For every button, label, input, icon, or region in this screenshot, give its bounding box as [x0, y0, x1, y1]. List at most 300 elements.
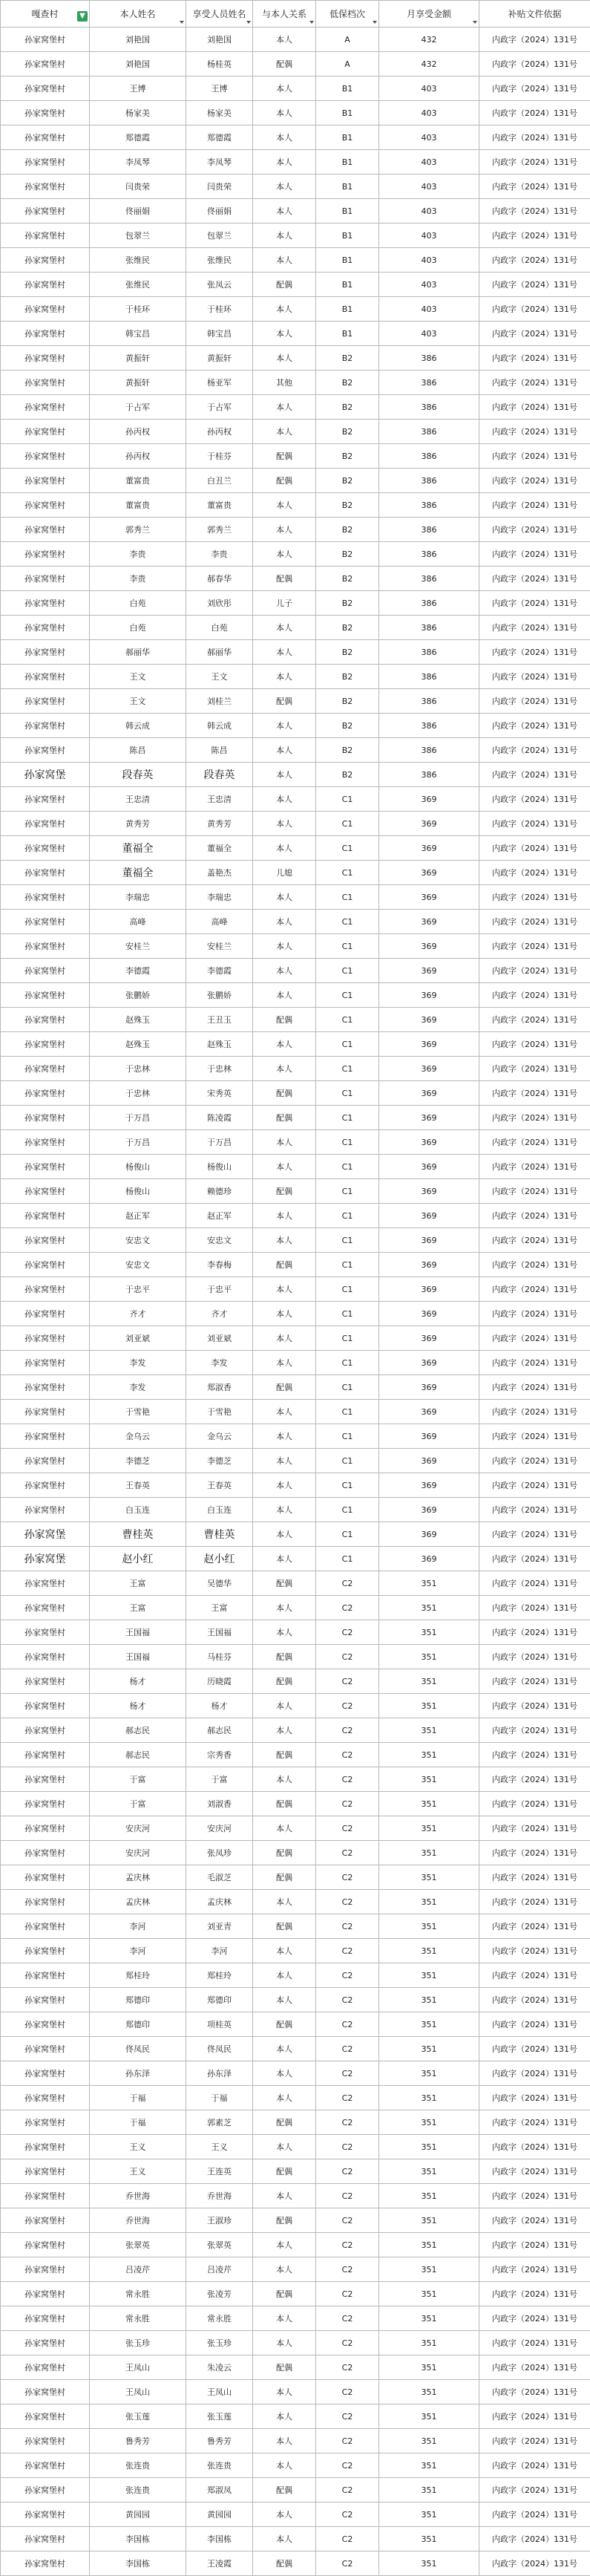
cell-recipient[interactable]: 刘艳国	[186, 27, 253, 52]
cell-amount[interactable]: 386	[379, 640, 479, 665]
cell-recipient[interactable]: 李德霞	[186, 959, 253, 983]
cell-document[interactable]: 内政字（2024）131号	[479, 1914, 590, 1939]
cell-name[interactable]: 王忠清	[90, 787, 186, 812]
cell-amount[interactable]: 351	[379, 1914, 479, 1939]
cell-name[interactable]: 韩云成	[90, 714, 186, 738]
cell-recipient[interactable]: 王国福	[186, 1620, 253, 1645]
cell-village[interactable]: 孙家窝堡村	[1, 1326, 90, 1351]
table-row[interactable]	[1, 322, 590, 346]
cell-amount[interactable]: 369	[379, 1449, 479, 1473]
cell-recipient[interactable]: 高峰	[186, 910, 253, 934]
cell-recipient[interactable]: 郭秀兰	[186, 518, 253, 542]
cell-recipient[interactable]: 于万昌	[186, 1130, 253, 1155]
cell-name[interactable]: 郑德印	[90, 1988, 186, 2012]
cell-level[interactable]: B2	[316, 395, 379, 420]
cell-relation[interactable]: 本人	[253, 76, 316, 101]
cell-document[interactable]: 内政字（2024）131号	[479, 199, 590, 224]
cell-document[interactable]: 内政字（2024）131号	[479, 1890, 590, 1914]
table-row[interactable]	[1, 1694, 590, 1718]
cell-relation[interactable]: 配偶	[253, 444, 316, 469]
cell-recipient[interactable]: 于富	[186, 1767, 253, 1792]
cell-name[interactable]: 高峰	[90, 910, 186, 934]
cell-village[interactable]: 孙家窝堡村	[1, 1253, 90, 1277]
cell-document[interactable]: 内政字（2024）131号	[479, 1400, 590, 1424]
cell-relation[interactable]: 本人	[253, 2135, 316, 2159]
cell-level[interactable]: C2	[316, 1596, 379, 1620]
cell-relation[interactable]: 本人	[253, 738, 316, 763]
cell-document[interactable]: 内政字（2024）131号	[479, 273, 590, 297]
table-row[interactable]	[1, 910, 590, 934]
cell-level[interactable]: C2	[316, 2306, 379, 2331]
cell-relation[interactable]: 本人	[253, 787, 316, 812]
cell-recipient[interactable]: 白玉连	[186, 1498, 253, 1522]
cell-name[interactable]: 安庆河	[90, 1816, 186, 1841]
cell-amount[interactable]: 351	[379, 1694, 479, 1718]
header-village[interactable]	[1, 1, 90, 27]
cell-recipient[interactable]: 历晓霞	[186, 1669, 253, 1694]
cell-village[interactable]: 孙家窝堡村	[1, 1057, 90, 1081]
cell-village[interactable]: 孙家窝堡	[1, 1522, 90, 1547]
table-row[interactable]	[1, 1939, 590, 1963]
cell-village[interactable]: 孙家窝堡村	[1, 2380, 90, 2404]
cell-village[interactable]: 孙家窝堡村	[1, 493, 90, 518]
cell-level[interactable]: C2	[316, 2429, 379, 2453]
cell-document[interactable]: 内政字（2024）131号	[479, 1816, 590, 1841]
cell-amount[interactable]: 351	[379, 2331, 479, 2355]
cell-document[interactable]: 内政字（2024）131号	[479, 322, 590, 346]
table-row[interactable]	[1, 1890, 590, 1914]
cell-level[interactable]: C1	[316, 1228, 379, 1253]
cell-document[interactable]: 内政字（2024）131号	[479, 101, 590, 125]
cell-recipient[interactable]: 王连英	[186, 2159, 253, 2184]
cell-recipient[interactable]: 常永胜	[186, 2306, 253, 2331]
cell-name[interactable]: 王富	[90, 1596, 186, 1620]
cell-amount[interactable]: 369	[379, 1106, 479, 1130]
cell-level[interactable]: C2	[316, 2380, 379, 2404]
cell-document[interactable]: 内政字（2024）131号	[479, 1865, 590, 1890]
cell-amount[interactable]: 351	[379, 1939, 479, 1963]
cell-recipient[interactable]: 于桂环	[186, 297, 253, 322]
cell-document[interactable]: 内政字（2024）131号	[479, 591, 590, 616]
cell-document[interactable]: 内政字（2024）131号	[479, 616, 590, 640]
cell-amount[interactable]: 403	[379, 248, 479, 273]
cell-relation[interactable]: 本人	[253, 125, 316, 150]
cell-document[interactable]: 内政字（2024）131号	[479, 2037, 590, 2061]
cell-amount[interactable]: 369	[379, 910, 479, 934]
cell-level[interactable]: C1	[316, 1204, 379, 1228]
cell-village[interactable]: 孙家窝堡村	[1, 2208, 90, 2233]
cell-name[interactable]: 于福	[90, 2086, 186, 2110]
cell-recipient[interactable]: 吴德华	[186, 1571, 253, 1596]
cell-level[interactable]: C2	[316, 2527, 379, 2551]
cell-document[interactable]: 内政字（2024）131号	[479, 714, 590, 738]
table-row[interactable]	[1, 1449, 590, 1473]
cell-name[interactable]: 董富贵	[90, 469, 186, 493]
cell-name[interactable]: 于万昌	[90, 1106, 186, 1130]
table-row[interactable]	[1, 371, 590, 395]
table-row[interactable]	[1, 346, 590, 371]
cell-document[interactable]: 内政字（2024）131号	[479, 1130, 590, 1155]
cell-relation[interactable]: 配偶	[253, 1571, 316, 1596]
cell-village[interactable]: 孙家窝堡村	[1, 959, 90, 983]
cell-relation[interactable]: 配偶	[253, 1106, 316, 1130]
cell-level[interactable]: B2	[316, 493, 379, 518]
cell-village[interactable]: 孙家窝堡村	[1, 567, 90, 591]
cell-level[interactable]: C1	[316, 1032, 379, 1057]
cell-recipient[interactable]: 安忠文	[186, 1228, 253, 1253]
cell-amount[interactable]: 369	[379, 1522, 479, 1547]
cell-name[interactable]: 李发	[90, 1351, 186, 1375]
table-row[interactable]	[1, 2355, 590, 2380]
cell-relation[interactable]: 配偶	[253, 1253, 316, 1277]
cell-recipient[interactable]: 韩宝昌	[186, 322, 253, 346]
cell-document[interactable]: 内政字（2024）131号	[479, 1008, 590, 1032]
cell-recipient[interactable]: 王义	[186, 2135, 253, 2159]
cell-recipient[interactable]: 包翠兰	[186, 224, 253, 248]
cell-amount[interactable]: 386	[379, 346, 479, 371]
cell-village[interactable]: 孙家窝堡村	[1, 1571, 90, 1596]
cell-name[interactable]: 王春英	[90, 1473, 186, 1498]
cell-village[interactable]: 孙家窝堡村	[1, 1032, 90, 1057]
table-row[interactable]	[1, 1204, 590, 1228]
cell-document[interactable]: 内政字（2024）131号	[479, 2331, 590, 2355]
cell-village[interactable]: 孙家窝堡村	[1, 787, 90, 812]
cell-document[interactable]: 内政字（2024）131号	[479, 52, 590, 76]
cell-recipient[interactable]: 张玉莲	[186, 2404, 253, 2429]
cell-village[interactable]: 孙家窝堡村	[1, 27, 90, 52]
table-row[interactable]	[1, 1547, 590, 1571]
cell-relation[interactable]: 本人	[253, 2086, 316, 2110]
cell-village[interactable]: 孙家窝堡村	[1, 322, 90, 346]
table-row[interactable]	[1, 1326, 590, 1351]
cell-level[interactable]: B1	[316, 150, 379, 175]
cell-recipient[interactable]: 王春英	[186, 1473, 253, 1498]
cell-document[interactable]: 内政字（2024）131号	[479, 1669, 590, 1694]
cell-recipient[interactable]: 杨家美	[186, 101, 253, 125]
cell-level[interactable]: C2	[316, 1743, 379, 1767]
cell-level[interactable]: C2	[316, 2404, 379, 2429]
cell-name[interactable]: 杨才	[90, 1669, 186, 1694]
cell-relation[interactable]: 本人	[253, 1620, 316, 1645]
cell-name[interactable]: 黄振轩	[90, 346, 186, 371]
cell-document[interactable]: 内政字（2024）131号	[479, 395, 590, 420]
table-row[interactable]	[1, 1277, 590, 1302]
table-row[interactable]	[1, 812, 590, 836]
cell-level[interactable]: C1	[316, 1375, 379, 1400]
cell-document[interactable]: 内政字（2024）131号	[479, 420, 590, 444]
cell-village[interactable]: 孙家窝堡	[1, 763, 90, 787]
cell-level[interactable]: B1	[316, 125, 379, 150]
cell-name[interactable]: 郑桂玲	[90, 1963, 186, 1988]
table-row[interactable]	[1, 1424, 590, 1449]
header-document[interactable]	[479, 1, 590, 27]
cell-amount[interactable]: 386	[379, 371, 479, 395]
cell-name[interactable]: 于忠林	[90, 1057, 186, 1081]
cell-relation[interactable]: 本人	[253, 1032, 316, 1057]
cell-amount[interactable]: 351	[379, 1841, 479, 1865]
table-row[interactable]	[1, 2135, 590, 2159]
cell-relation[interactable]: 配偶	[253, 2355, 316, 2380]
cell-relation[interactable]: 本人	[253, 910, 316, 934]
header-name[interactable]	[90, 1, 186, 27]
cell-recipient[interactable]: 郭素芝	[186, 2110, 253, 2135]
cell-level[interactable]: B1	[316, 322, 379, 346]
table-row[interactable]	[1, 1253, 590, 1277]
cell-recipient[interactable]: 王淑珍	[186, 2208, 253, 2233]
cell-name[interactable]: 郑德印	[90, 2012, 186, 2037]
cell-village[interactable]: 孙家窝堡村	[1, 1620, 90, 1645]
cell-recipient[interactable]: 吕凌芹	[186, 2257, 253, 2282]
cell-recipient[interactable]: 佟丽娟	[186, 199, 253, 224]
cell-level[interactable]: C1	[316, 1155, 379, 1179]
cell-name[interactable]: 于占军	[90, 395, 186, 420]
cell-village[interactable]: 孙家窝堡村	[1, 1400, 90, 1424]
cell-name[interactable]: 张连贵	[90, 2478, 186, 2502]
cell-document[interactable]: 内政字（2024）131号	[479, 1571, 590, 1596]
cell-level[interactable]: C2	[316, 1988, 379, 2012]
cell-recipient[interactable]: 佟凤民	[186, 2037, 253, 2061]
cell-level[interactable]: C1	[316, 1302, 379, 1326]
cell-name[interactable]: 董富贵	[90, 493, 186, 518]
table-row[interactable]	[1, 1032, 590, 1057]
header-recipient[interactable]	[186, 1, 253, 27]
cell-village[interactable]: 孙家窝堡	[1, 1547, 90, 1571]
cell-village[interactable]: 孙家窝堡村	[1, 2331, 90, 2355]
cell-amount[interactable]: 351	[379, 2453, 479, 2478]
table-row[interactable]	[1, 1351, 590, 1375]
cell-recipient[interactable]: 王富	[186, 1596, 253, 1620]
cell-village[interactable]: 孙家窝堡村	[1, 2355, 90, 2380]
cell-recipient[interactable]: 刘亚青	[186, 1914, 253, 1939]
cell-amount[interactable]: 369	[379, 1155, 479, 1179]
cell-relation[interactable]: 配偶	[253, 567, 316, 591]
cell-recipient[interactable]: 王忠清	[186, 787, 253, 812]
cell-name[interactable]: 于忠平	[90, 1277, 186, 1302]
cell-document[interactable]: 内政字（2024）131号	[479, 1792, 590, 1816]
cell-recipient[interactable]: 李春梅	[186, 1253, 253, 1277]
table-row[interactable]	[1, 493, 590, 518]
cell-recipient[interactable]: 王凤山	[186, 2380, 253, 2404]
cell-document[interactable]: 内政字（2024）131号	[479, 787, 590, 812]
cell-village[interactable]: 孙家窝堡村	[1, 1718, 90, 1743]
cell-name[interactable]: 王文	[90, 665, 186, 689]
cell-document[interactable]: 内政字（2024）131号	[479, 125, 590, 150]
table-row[interactable]	[1, 27, 590, 52]
table-row[interactable]	[1, 2233, 590, 2257]
cell-village[interactable]: 孙家窝堡村	[1, 1424, 90, 1449]
cell-relation[interactable]: 本人	[253, 812, 316, 836]
table-row[interactable]	[1, 959, 590, 983]
cell-village[interactable]: 孙家窝堡村	[1, 224, 90, 248]
cell-relation[interactable]: 配偶	[253, 1792, 316, 1816]
cell-village[interactable]: 孙家窝堡村	[1, 175, 90, 199]
cell-amount[interactable]: 351	[379, 1963, 479, 1988]
cell-village[interactable]: 孙家窝堡村	[1, 738, 90, 763]
cell-relation[interactable]: 本人	[253, 2061, 316, 2086]
cell-document[interactable]: 内政字（2024）131号	[479, 1449, 590, 1473]
cell-name[interactable]: 杨俊山	[90, 1155, 186, 1179]
cell-village[interactable]: 孙家窝堡村	[1, 983, 90, 1008]
cell-document[interactable]: 内政字（2024）131号	[479, 150, 590, 175]
cell-amount[interactable]: 351	[379, 1890, 479, 1914]
cell-document[interactable]: 内政字（2024）131号	[479, 2478, 590, 2502]
cell-amount[interactable]: 351	[379, 2012, 479, 2037]
cell-village[interactable]: 孙家窝堡村	[1, 1816, 90, 1841]
cell-amount[interactable]: 369	[379, 983, 479, 1008]
cell-level[interactable]: C2	[316, 2086, 379, 2110]
cell-document[interactable]: 内政字（2024）131号	[479, 2135, 590, 2159]
cell-relation[interactable]: 本人	[253, 493, 316, 518]
cell-document[interactable]: 内政字（2024）131号	[479, 1620, 590, 1645]
cell-recipient[interactable]: 郑德印	[186, 1988, 253, 2012]
cell-village[interactable]: 孙家窝堡村	[1, 1204, 90, 1228]
table-row[interactable]	[1, 1596, 590, 1620]
cell-level[interactable]: C1	[316, 1130, 379, 1155]
cell-relation[interactable]: 本人	[253, 959, 316, 983]
cell-village[interactable]: 孙家窝堡村	[1, 297, 90, 322]
cell-relation[interactable]: 本人	[253, 983, 316, 1008]
cell-level[interactable]: B2	[316, 616, 379, 640]
cell-level[interactable]: C1	[316, 885, 379, 910]
cell-name[interactable]: 段春英	[90, 763, 186, 787]
cell-name[interactable]: 于富	[90, 1767, 186, 1792]
cell-relation[interactable]: 本人	[253, 175, 316, 199]
table-row[interactable]	[1, 52, 590, 76]
cell-name[interactable]: 张维民	[90, 273, 186, 297]
table-row[interactable]	[1, 2086, 590, 2110]
cell-amount[interactable]: 403	[379, 199, 479, 224]
cell-village[interactable]: 孙家窝堡村	[1, 199, 90, 224]
cell-document[interactable]: 内政字（2024）131号	[479, 518, 590, 542]
cell-recipient[interactable]: 赵正军	[186, 1204, 253, 1228]
cell-name[interactable]: 韩宝昌	[90, 322, 186, 346]
cell-recipient[interactable]: 安庆河	[186, 1816, 253, 1841]
cell-level[interactable]: C2	[316, 2478, 379, 2502]
table-row[interactable]	[1, 1743, 590, 1767]
cell-relation[interactable]: 配偶	[253, 1865, 316, 1890]
cell-name[interactable]: 李德芝	[90, 1449, 186, 1473]
cell-village[interactable]: 孙家窝堡村	[1, 836, 90, 861]
cell-relation[interactable]: 配偶	[253, 1841, 316, 1865]
cell-amount[interactable]: 369	[379, 1253, 479, 1277]
cell-document[interactable]: 内政字（2024）131号	[479, 2355, 590, 2380]
cell-document[interactable]: 内政字（2024）131号	[479, 1155, 590, 1179]
cell-village[interactable]: 孙家窝堡村	[1, 371, 90, 395]
cell-relation[interactable]: 配偶	[253, 2478, 316, 2502]
cell-level[interactable]: C2	[316, 1963, 379, 1988]
cell-level[interactable]: C2	[316, 2184, 379, 2208]
cell-document[interactable]: 内政字（2024）131号	[479, 1375, 590, 1400]
cell-level[interactable]: B1	[316, 199, 379, 224]
cell-recipient[interactable]: 于占军	[186, 395, 253, 420]
cell-recipient[interactable]: 白苑	[186, 616, 253, 640]
cell-recipient[interactable]: 段春英	[186, 763, 253, 787]
cell-relation[interactable]: 本人	[253, 224, 316, 248]
cell-document[interactable]: 内政字（2024）131号	[479, 1106, 590, 1130]
cell-amount[interactable]: 386	[379, 420, 479, 444]
cell-amount[interactable]: 403	[379, 322, 479, 346]
cell-relation[interactable]: 本人	[253, 101, 316, 125]
cell-level[interactable]: C1	[316, 1326, 379, 1351]
cell-amount[interactable]: 403	[379, 101, 479, 125]
cell-document[interactable]: 内政字（2024）131号	[479, 1718, 590, 1743]
cell-recipient[interactable]: 刘欣彤	[186, 591, 253, 616]
cell-recipient[interactable]: 安桂兰	[186, 934, 253, 959]
cell-amount[interactable]: 432	[379, 27, 479, 52]
table-row[interactable]	[1, 616, 590, 640]
cell-amount[interactable]: 386	[379, 493, 479, 518]
cell-relation[interactable]: 本人	[253, 1326, 316, 1351]
cell-recipient[interactable]: 张连贵	[186, 2453, 253, 2478]
cell-recipient[interactable]: 于福	[186, 2086, 253, 2110]
cell-amount[interactable]: 369	[379, 1498, 479, 1522]
cell-name[interactable]: 于雪艳	[90, 1400, 186, 1424]
cell-name[interactable]: 佟丽娟	[90, 199, 186, 224]
cell-level[interactable]: C2	[316, 2355, 379, 2380]
cell-recipient[interactable]: 黄秀芳	[186, 812, 253, 836]
cell-level[interactable]: B1	[316, 224, 379, 248]
cell-recipient[interactable]: 于雪艳	[186, 1400, 253, 1424]
cell-level[interactable]: C1	[316, 1498, 379, 1522]
cell-level[interactable]: C2	[316, 1890, 379, 1914]
cell-amount[interactable]: 351	[379, 1865, 479, 1890]
cell-village[interactable]: 孙家窝堡村	[1, 420, 90, 444]
table-row[interactable]	[1, 1963, 590, 1988]
table-row[interactable]	[1, 836, 590, 861]
cell-village[interactable]: 孙家窝堡村	[1, 395, 90, 420]
cell-relation[interactable]: 配偶	[253, 469, 316, 493]
cell-relation[interactable]: 本人	[253, 297, 316, 322]
cell-name[interactable]: 王博	[90, 76, 186, 101]
cell-amount[interactable]: 351	[379, 2208, 479, 2233]
cell-name[interactable]: 杨俊山	[90, 1179, 186, 1204]
cell-document[interactable]: 内政字（2024）131号	[479, 2184, 590, 2208]
cell-village[interactable]: 孙家窝堡村	[1, 1939, 90, 1963]
cell-document[interactable]: 内政字（2024）131号	[479, 2306, 590, 2331]
cell-relation[interactable]: 配偶	[253, 1743, 316, 1767]
cell-name[interactable]: 郭秀兰	[90, 518, 186, 542]
table-row[interactable]	[1, 469, 590, 493]
cell-village[interactable]: 孙家窝堡村	[1, 1302, 90, 1326]
cell-level[interactable]: B2	[316, 567, 379, 591]
cell-village[interactable]: 孙家窝堡村	[1, 2453, 90, 2478]
cell-village[interactable]: 孙家窝堡村	[1, 689, 90, 714]
filter-dropdown-icon[interactable]	[180, 21, 184, 24]
cell-document[interactable]: 内政字（2024）131号	[479, 1302, 590, 1326]
table-row[interactable]	[1, 2502, 590, 2527]
cell-village[interactable]: 孙家窝堡村	[1, 542, 90, 567]
table-row[interactable]	[1, 1106, 590, 1130]
table-row[interactable]	[1, 1179, 590, 1204]
cell-document[interactable]: 内政字（2024）131号	[479, 469, 590, 493]
cell-recipient[interactable]: 郝春华	[186, 567, 253, 591]
cell-name[interactable]: 郑德霞	[90, 125, 186, 150]
cell-relation[interactable]: 本人	[253, 518, 316, 542]
cell-recipient[interactable]: 赵小红	[186, 1547, 253, 1571]
cell-recipient[interactable]: 李瑞忠	[186, 885, 253, 910]
cell-level[interactable]: C2	[316, 1620, 379, 1645]
cell-name[interactable]: 白苑	[90, 616, 186, 640]
cell-amount[interactable]: 369	[379, 959, 479, 983]
cell-document[interactable]: 内政字（2024）131号	[479, 1743, 590, 1767]
cell-recipient[interactable]: 王凌霞	[186, 2551, 253, 2576]
cell-name[interactable]: 杨才	[90, 1694, 186, 1718]
cell-name[interactable]: 安庆河	[90, 1841, 186, 1865]
cell-relation[interactable]: 本人	[253, 1890, 316, 1914]
cell-amount[interactable]: 403	[379, 150, 479, 175]
cell-name[interactable]: 李瑞忠	[90, 885, 186, 910]
cell-relation[interactable]: 本人	[253, 2184, 316, 2208]
